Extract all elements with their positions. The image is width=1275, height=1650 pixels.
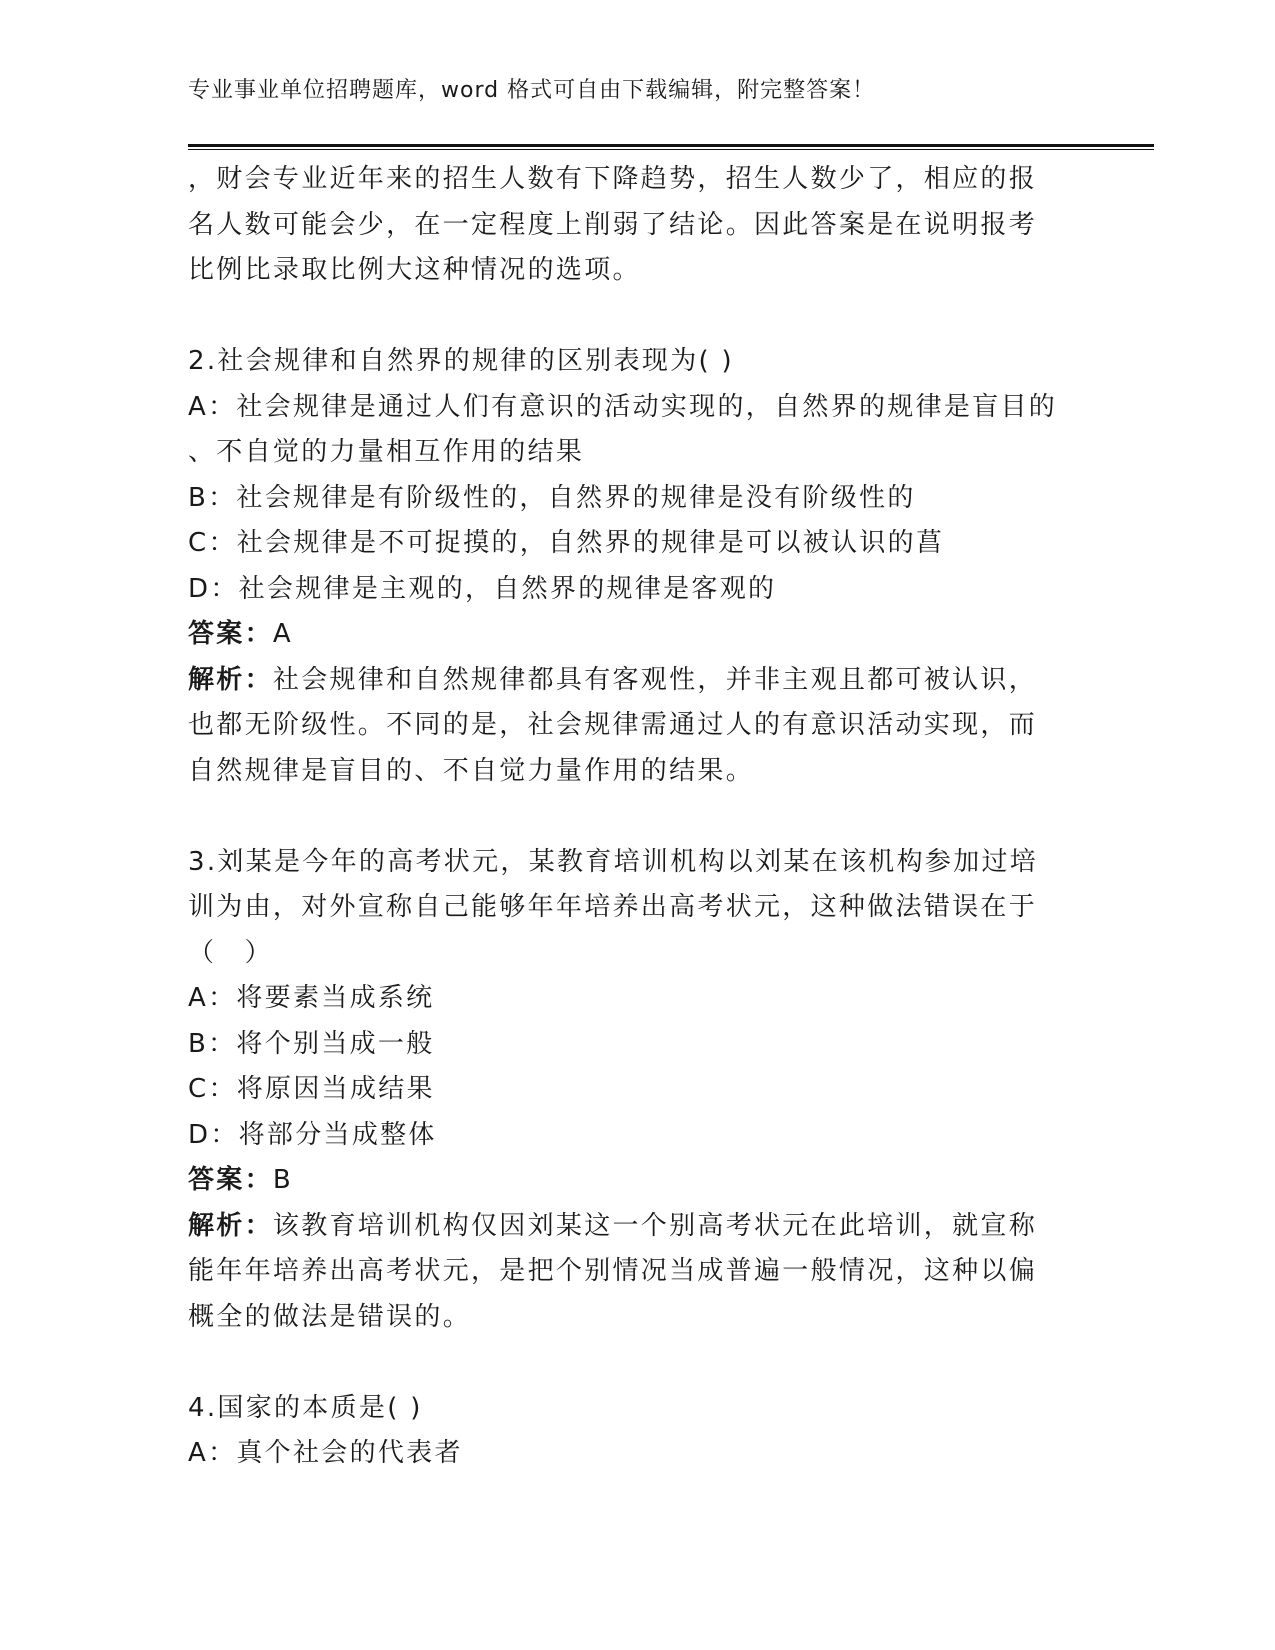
question-stem: 训为由，对外宣称自己能够年年培养出高考状元，这种做法错误在于 — [188, 892, 1038, 922]
analysis-text: 社会规律和自然规律都具有客观性，并非主观且都可被认识， — [272, 664, 1038, 695]
question-3 — [188, 840, 1088, 1341]
header-divider-thick — [188, 144, 1154, 147]
header-divider — [188, 144, 1154, 151]
analysis-text: 能年年培养出高考状元，是把个别情况当成普遍一般情况，这种以偏 — [188, 1256, 1038, 1286]
analysis-label: 解析： — [188, 1210, 273, 1241]
analysis-line — [188, 658, 1088, 704]
paragraph-gap — [188, 294, 1088, 340]
answer-line — [188, 1158, 1088, 1204]
option-c: C：社会规律是不可捉摸的，自然界的规律是可以被认识的菖 — [188, 528, 945, 558]
question-2 — [188, 339, 1088, 794]
analysis-line — [188, 1204, 1088, 1250]
option-c: C：将原因当成结果 — [188, 1074, 435, 1104]
analysis-text: 也都无阶级性。不同的是，社会规律需通过人的有意识活动实现，而 — [188, 710, 1038, 740]
answer-value: A — [272, 619, 293, 649]
analysis-label: 解析： — [188, 664, 273, 695]
option-b: B：社会规律是有阶级性的，自然界的规律是没有阶级性的 — [188, 482, 916, 513]
option-a: A：将要素当成系统 — [188, 983, 435, 1013]
analysis-text: 该教育培训机构仅因刘某这一个别高考状元在此培训，就宣称 — [272, 1210, 1038, 1241]
option-a: A：真个社会的代表者 — [188, 1438, 463, 1468]
analysis-text: 概全的做法是错误的。 — [188, 1301, 472, 1332]
option-a: A：社会规律是通过人们有意识的活动实现的，自然界的规律是盲目的 — [188, 391, 1058, 422]
answer-line — [188, 612, 1088, 658]
option-a-continued: 、不自觉的力量相互作用的结果 — [188, 437, 585, 467]
document-body — [188, 157, 1088, 1477]
answer-label: 答案： — [188, 619, 273, 649]
intro-paragraph — [188, 157, 1088, 294]
answer-label: 答案： — [188, 1165, 273, 1195]
option-b: B：将个别当成一般 — [188, 1028, 435, 1059]
paragraph-gap — [188, 794, 1088, 840]
text-line: 比例比录取比例大这种情况的选项。 — [188, 255, 641, 285]
option-d: D：社会规律是主观的，自然界的规律是客观的 — [188, 573, 777, 604]
option-d: D：将部分当成整体 — [188, 1119, 437, 1150]
question-stem: （ ） — [188, 937, 273, 968]
text-line: ，财会专业近年来的招生人数有下降趋势，招生人数少了，相应的报 — [188, 164, 1038, 194]
header-divider-thin — [188, 149, 1154, 150]
analysis-text: 自然规律是盲目的、不自觉力量作用的结果。 — [188, 755, 755, 786]
page-header: 专业事业单位招聘题库，word 格式可自由下载编辑，附完整答案！ — [188, 78, 876, 103]
question-stem: 3.刘某是今年的高考状元，某教育培训机构以刘某在该机构参加过培 — [188, 846, 1039, 877]
question-4 — [188, 1386, 1088, 1477]
text-line: 名人数可能会少，在一定程度上削弱了结论。因此答案是在说明报考 — [188, 209, 1038, 240]
question-stem: 4.国家的本质是( ) — [188, 1392, 423, 1423]
question-stem: 2.社会规律和自然界的规律的区别表现为( ) — [188, 346, 734, 376]
answer-value: B — [272, 1165, 294, 1195]
paragraph-gap — [188, 1340, 1088, 1386]
